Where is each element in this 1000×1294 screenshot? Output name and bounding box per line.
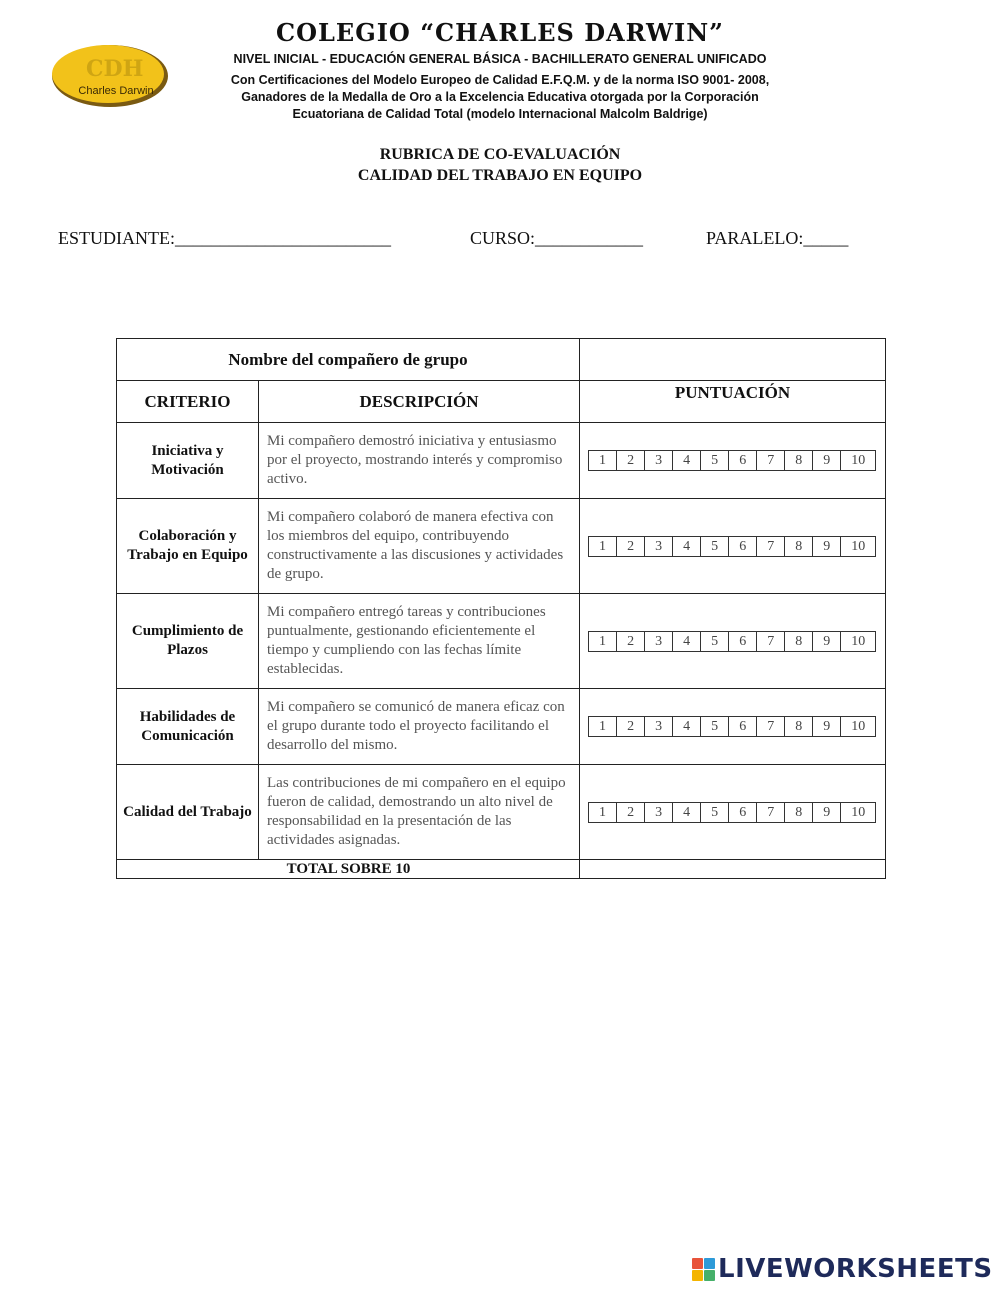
score-option[interactable]: 7 (757, 717, 785, 736)
score-option[interactable]: 9 (813, 632, 841, 651)
score-option[interactable]: 1 (589, 632, 617, 651)
lw-square-green (704, 1270, 715, 1281)
criterion-description: Mi compañero entregó tareas y contribuciones puntualmente, gestionando eficientemente el tiempo y cumpliendo con las fechas límite establecidas. (259, 594, 580, 689)
score-option[interactable]: 3 (645, 451, 673, 470)
descripcion-header: DESCRIPCIÓN (259, 381, 580, 423)
table-row (117, 499, 886, 594)
score-scale (588, 536, 876, 557)
table-row (117, 765, 886, 860)
criterion-description: Mi compañero colaboró de manera efectiva con los miembros del equipo, contribuyendo constructivamente a las discusiones y actividades de grupo. (259, 499, 580, 594)
score-option[interactable]: 1 (589, 803, 617, 822)
score-option[interactable]: 1 (589, 717, 617, 736)
criterion-name: Iniciativa y Motivación (117, 423, 259, 499)
score-option[interactable]: 2 (617, 803, 645, 822)
score-option[interactable]: 5 (701, 803, 729, 822)
table-row (117, 423, 886, 499)
liveworksheets-brand[interactable] (692, 1252, 993, 1286)
score-option[interactable]: 9 (813, 451, 841, 470)
score-option[interactable]: 3 (645, 632, 673, 651)
criterion-name: Habilidades de Comunicación (117, 689, 259, 765)
score-option[interactable]: 8 (785, 803, 813, 822)
score-option[interactable]: 8 (785, 632, 813, 651)
score-scale (588, 631, 876, 652)
logo-text: Charles Darwin (78, 85, 154, 97)
score-option[interactable]: 10 (851, 719, 866, 734)
score-option[interactable]: 5 (701, 717, 729, 736)
school-levels: NIVEL INICIAL - EDUCACIÓN GENERAL BÁSICA - BACHILLERATO GENERAL UNIFICADO (233, 52, 767, 66)
cert-line-3: Ecuatoriana de Calidad Total (modelo Internacional Malcolm Baldrige) (292, 107, 708, 121)
score-cell (580, 765, 886, 860)
score-option[interactable]: 2 (617, 451, 645, 470)
score-option[interactable]: 2 (617, 632, 645, 651)
score-option[interactable]: 10 (851, 633, 866, 649)
student-field[interactable]: ESTUDIANTE:________________________ (58, 228, 391, 248)
table-row (117, 689, 886, 765)
score-option[interactable]: 10 (851, 538, 866, 554)
score-option[interactable]: 4 (673, 803, 701, 822)
score-option[interactable]: 9 (813, 717, 841, 736)
score-option[interactable]: 2 (617, 717, 645, 736)
score-option[interactable]: 3 (645, 803, 673, 822)
table-row (117, 594, 886, 689)
score-option[interactable]: 6 (729, 451, 757, 470)
score-option[interactable]: 3 (645, 717, 673, 736)
score-option[interactable]: 7 (757, 537, 785, 556)
score-option[interactable]: 4 (673, 717, 701, 736)
score-option[interactable]: 6 (729, 632, 757, 651)
score-option[interactable]: 6 (729, 537, 757, 556)
score-option[interactable]: 1 (589, 451, 617, 470)
score-option[interactable]: 10 (851, 804, 866, 820)
criterion-name: Cumplimiento de Plazos (117, 594, 259, 689)
course-field[interactable]: CURSO:____________ (470, 228, 644, 248)
score-option[interactable]: 5 (701, 451, 729, 470)
score-cell (580, 423, 886, 499)
criterion-description: Las contribuciones de mi compañero en el equipo fueron de calidad, demostrando un alto nivel de responsabilidad en la presentación de las actividades asignadas. (259, 765, 580, 860)
score-scale (588, 450, 876, 471)
score-option[interactable]: 5 (701, 537, 729, 556)
criterion-description: Mi compañero demostró iniciativa y entusiasmo por el proyecto, mostrando interés y compromiso activo. (259, 423, 580, 499)
total-label (117, 860, 580, 879)
criterio-header: CRITERIO (117, 381, 259, 423)
lw-square-red (692, 1258, 703, 1269)
criterion-name: Calidad del Trabajo (117, 765, 259, 860)
rubric-table (116, 338, 886, 879)
logo-letters: CDH (86, 56, 144, 82)
puntuacion-header: PUNTUACIÓN (580, 381, 886, 423)
school-name: COLEGIO “CHARLES DARWIN” (276, 18, 724, 47)
score-option[interactable]: 4 (673, 632, 701, 651)
parallel-field[interactable]: PARALELO:_____ (706, 228, 849, 248)
score-option[interactable]: 7 (757, 632, 785, 651)
score-option[interactable]: 7 (757, 451, 785, 470)
cert-line-1: Con Certificaciones del Modelo Europeo de Calidad E.F.Q.M. y de la norma ISO 9001- 2008, (230, 73, 770, 87)
partner-name-input[interactable] (580, 339, 886, 381)
cert-line-2: Ganadores de la Medalla de Oro a la Excelencia Educativa otorgada por la Corporación (241, 90, 759, 104)
score-option[interactable]: 9 (813, 803, 841, 822)
score-option[interactable]: 6 (729, 717, 757, 736)
liveworksheets-text: LIVEWORKSHEETS (718, 1254, 993, 1284)
score-cell (580, 594, 886, 689)
score-option[interactable]: 6 (729, 803, 757, 822)
score-option[interactable]: 3 (645, 537, 673, 556)
score-scale (588, 802, 876, 823)
lw-square-blue (704, 1258, 715, 1269)
rubric-subtitle: CALIDAD DEL TRABAJO EN EQUIPO (357, 167, 643, 184)
score-option[interactable]: 4 (673, 451, 701, 470)
score-cell (580, 499, 886, 594)
score-option[interactable]: 4 (673, 537, 701, 556)
score-option[interactable]: 8 (785, 717, 813, 736)
score-option[interactable]: 8 (785, 451, 813, 470)
partner-name-label: Nombre del compañero de grupo (117, 339, 580, 381)
score-option[interactable]: 7 (757, 803, 785, 822)
score-cell (580, 689, 886, 765)
rubric-title: RUBRICA DE CO-EVALUACIÓN (379, 146, 621, 163)
liveworksheets-icon (692, 1258, 715, 1281)
criterion-description: Mi compañero se comunicó de manera eficaz con el grupo durante todo el proyecto facilitando el desarrollo del mismo. (259, 689, 580, 765)
score-option[interactable]: 9 (813, 537, 841, 556)
score-option[interactable]: 2 (617, 537, 645, 556)
total-label-text: TOTAL SOBRE 10 (286, 860, 411, 877)
score-option[interactable]: 10 (851, 453, 866, 468)
score-option[interactable]: 1 (589, 537, 617, 556)
total-input[interactable] (580, 860, 886, 879)
score-scale (588, 716, 876, 737)
score-option[interactable]: 5 (701, 632, 729, 651)
lw-square-yellow (692, 1270, 703, 1281)
score-option[interactable]: 8 (785, 537, 813, 556)
criterion-name: Colaboración y Trabajo en Equipo (117, 499, 259, 594)
